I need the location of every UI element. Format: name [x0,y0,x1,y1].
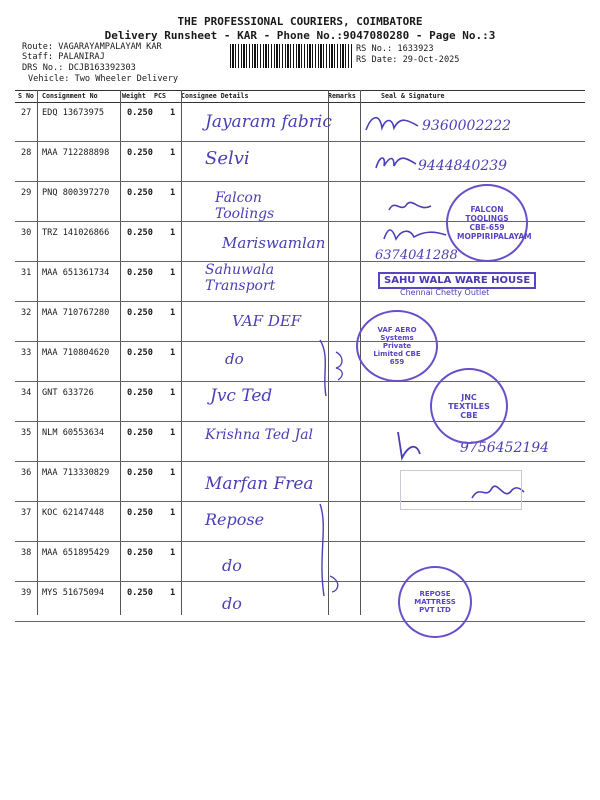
repose-stamp-text: REPOSE MATTRESS PVT LTD [414,590,456,614]
signature-scribble [362,110,422,140]
row-pcs: 1 [170,228,176,238]
row-pcs: 1 [170,588,176,598]
row-sno: 34 [21,388,32,398]
runsheet-subtitle: Delivery Runsheet - KAR - Phone No.:9047080280 - Page No.:3 [104,29,496,42]
row-sno: 28 [21,148,32,158]
vafero-stamp-text: VAF AERO Systems Private Limited CBE 659 [373,326,421,366]
col-remarks: Remarks [328,92,356,100]
drs-label: DRS No.: DCJB163392303 [22,63,136,73]
handwritten-phone: 9360002222 [422,118,512,134]
handwritten-phone: 9444840239 [418,158,508,174]
row-weight: 0.250 [127,308,153,318]
handwritten-consignee: Jvc Ted [210,386,273,406]
repose-stamp [398,566,472,638]
row-pcs: 1 [170,188,176,198]
row-sno: 30 [21,228,32,238]
row-consignment: GNT 633726 [42,388,94,398]
ditto-bracket [300,336,356,606]
handwritten-phone: 9756452194 [460,440,550,456]
col-sno: S No [18,92,34,100]
row-weight: 0.250 [127,108,153,118]
row-sno: 32 [21,308,32,318]
row-consignment: EDQ 13673975 [42,108,105,118]
sahu-stamp: SAHU WALA WARE HOUSE [378,272,536,289]
row-sno: 29 [21,188,32,198]
row-sno: 39 [21,588,32,598]
row-consignment: KOC 62147448 [42,508,105,518]
signature-scribble [380,225,450,245]
row-pcs: 1 [170,428,176,438]
row-sno: 33 [21,348,32,358]
row-pcs: 1 [170,468,176,478]
row-weight: 0.250 [127,428,153,438]
handwritten-consignee: Selvi [205,148,250,169]
row-consignment: MAA 713330829 [42,468,110,478]
handwritten-consignee: Mariswamlan [222,234,326,252]
col-seal: Seal & Signature [381,92,445,100]
handwritten-consignee: Marfan Frea [205,474,314,494]
route-label: Route: VAGARAYAMPALAYAM KAR [22,42,162,52]
row-weight: 0.250 [127,228,153,238]
vafero-stamp [356,310,438,382]
signature-scribble [392,428,424,464]
row-pcs: 1 [170,148,176,158]
row-weight: 0.250 [127,588,153,598]
falcon-stamp-text: FALCON TOOLINGS CBE-659 MOPPIRIPALAYAM [457,205,532,241]
row-sno: 31 [21,268,32,278]
handwritten-consignee: do [222,556,242,575]
company-title: THE PROFESSIONAL COURIERS, COIMBATORE [177,15,423,28]
handwritten-consignee: Falcon Toolings [215,190,275,222]
row-pcs: 1 [170,308,176,318]
row-sno: 38 [21,548,32,558]
row-pcs: 1 [170,388,176,398]
row-consignment: PNQ 800397270 [42,188,110,198]
row-pcs: 1 [170,108,176,118]
col-pcs: PCS [154,92,166,100]
staff-label: Staff: PALANIRAJ [22,52,105,62]
row-pcs: 1 [170,268,176,278]
row-consignment: MYS 51675094 [42,588,105,598]
jnc-stamp [430,368,508,444]
row-weight: 0.250 [127,388,153,398]
handwritten-consignee: VAF DEF [232,312,302,330]
row-sno: 36 [21,468,32,478]
row-sno: 35 [21,428,32,438]
handwritten-consignee: Jayaram fabric [205,112,332,132]
row-weight: 0.250 [127,268,153,278]
row-consignment: MAA 710767280 [42,308,110,318]
jnc-stamp-text: JNC TEXTILES CBE [448,392,490,420]
row-pcs: 1 [170,508,176,518]
col-consignment: Consignment No [42,92,98,100]
row-sno: 37 [21,508,32,518]
row-pcs: 1 [170,548,176,558]
handwritten-consignee: Krishna Ted Jal [205,427,314,443]
row-weight: 0.250 [127,468,153,478]
row-pcs: 1 [170,348,176,358]
col-weight: Weight [122,92,146,100]
row-consignment: TRZ 141026866 [42,228,110,238]
signature-scribble [372,150,420,176]
row-weight: 0.250 [127,188,153,198]
faint-stamp-box [400,470,522,510]
rs-number: RS No.: 1633923 [356,44,434,54]
handwritten-consignee: do [222,594,242,613]
row-consignment: MAA 651895429 [42,548,110,558]
signature-scribble [385,196,435,218]
row-weight: 0.250 [127,548,153,558]
row-weight: 0.250 [127,148,153,158]
handwritten-consignee: Sahuwala Transport [205,262,276,294]
handwritten-phone: 6374041288 [375,248,458,263]
handwritten-consignee: Repose [205,510,265,529]
row-consignment: NLM 60553634 [42,428,105,438]
col-consignee: Consignee Details [181,92,249,100]
vehicle-label: Vehicle: Two Wheeler Delivery [28,74,179,84]
row-consignment: MAA 712288898 [42,148,110,158]
barcode [230,44,352,68]
row-weight: 0.250 [127,348,153,358]
row-weight: 0.250 [127,508,153,518]
handwritten-consignee: do [225,350,244,368]
row-consignment: MAA 710804620 [42,348,110,358]
sahu-stamp-sub: Chennai Chetty Outlet [400,288,490,297]
row-consignment: MAA 651361734 [42,268,110,278]
falcon-stamp [446,184,532,262]
row-sno: 27 [21,108,32,118]
rs-date: RS Date: 29-Oct-2025 [356,55,460,65]
